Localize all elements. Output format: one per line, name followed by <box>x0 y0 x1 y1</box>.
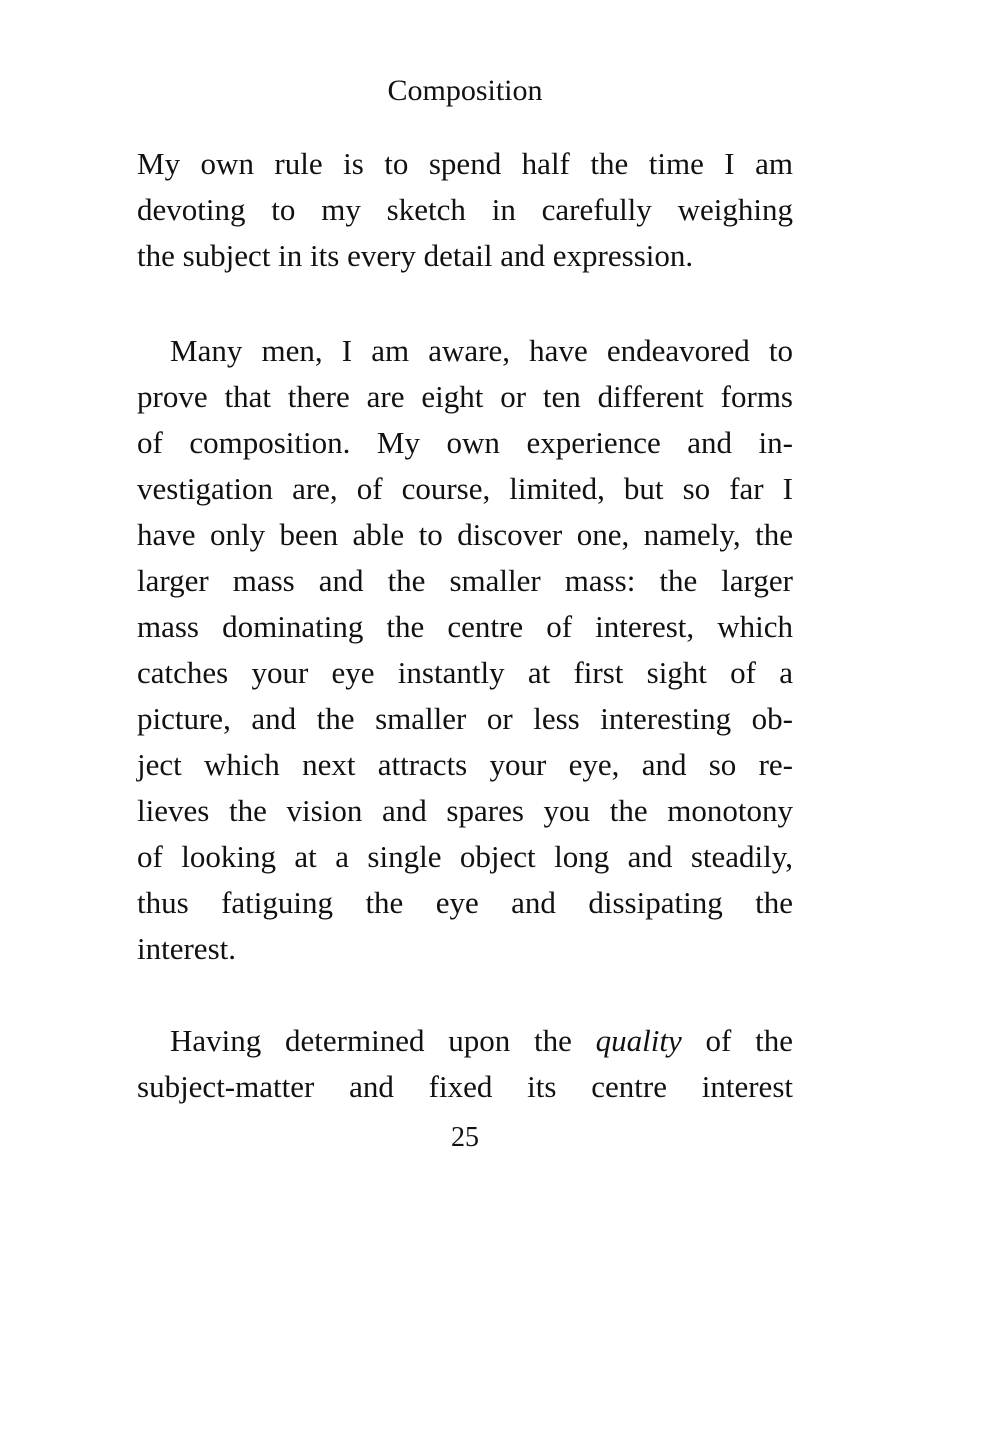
text-line: devoting to my sketch in carefully weighing <box>137 192 793 227</box>
text-line: Many men, I am aware, have endeavored to <box>170 333 793 368</box>
text-line: lieves the vision and spares you the monotony <box>137 793 793 828</box>
text-line: catches your eye instantly at first sight of a <box>137 655 793 690</box>
text-line: larger mass and the smaller mass: the larger <box>137 563 793 598</box>
text-line: subject-matter and fixed its centre interest <box>137 1069 793 1104</box>
text-line <box>137 1018 793 1064</box>
text-segment: Having determined upon the <box>170 1023 596 1058</box>
paragraph-2 <box>137 328 793 972</box>
text-line: interest. <box>137 931 236 966</box>
text-line: picture, and the smaller or less interesting ob- <box>137 701 793 736</box>
text-line: of composition. My own experience and in- <box>137 425 793 460</box>
text-line: the subject in its every detail and expression. <box>137 238 694 273</box>
italic-word: quality <box>595 1023 682 1058</box>
text-line: prove that there are eight or ten different forms <box>137 379 793 414</box>
paragraph-1 <box>137 141 793 279</box>
text-line: vestigation are, of course, limited, but so far I <box>137 471 793 506</box>
text-line: My own rule is to spend half the time I am <box>137 146 793 181</box>
text-line: have only been able to discover one, namely, the <box>137 517 793 552</box>
paragraph-3 <box>137 1018 793 1110</box>
text-line: thus fatiguing the eye and dissipating the <box>137 885 793 920</box>
running-header: Composition <box>387 74 543 107</box>
page-number: 25 <box>451 1122 479 1153</box>
text-line: mass dominating the centre of interest, which <box>137 609 793 644</box>
text-segment: of the <box>681 1023 793 1058</box>
text-line: ject which next attracts your eye, and so re- <box>137 747 793 782</box>
text-line: of looking at a single object long and steadily, <box>137 839 793 874</box>
